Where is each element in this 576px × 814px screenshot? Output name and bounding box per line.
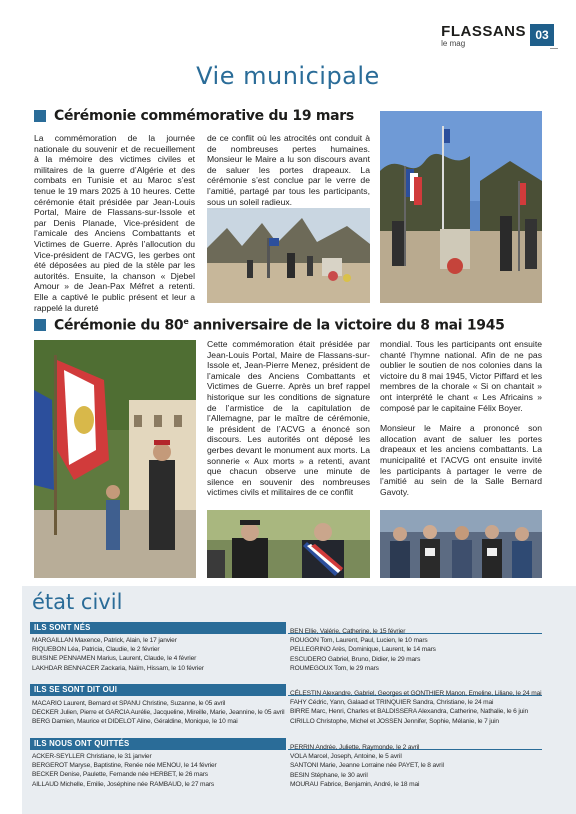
list-item: PERRIN Andrée, Juliette, Raymonde, le 2 avril — [290, 744, 420, 751]
article2-heading-sup: e — [183, 317, 189, 326]
masthead-brand: FLASSANS — [441, 23, 526, 40]
article2-heading — [34, 317, 505, 334]
heading-square-icon — [34, 319, 46, 331]
list-item: BERG Damien, Maurice et DIDELOT Aline, Géraldine, Monique, le 10 mai — [32, 718, 238, 726]
article1-heading-text: Cérémonie commémorative du 19 mars — [54, 108, 354, 124]
article2-column-1: Cette commémoration était présidée par Jean-Louis Portal, Maire de Flassans-sur-Issole et, Jean-Pierre Menez, président de l’amicale des Anciens Combattants et Victimes de Guerre. Après un bref rappel historique sur les conditions de signature de l’armistice de la capitulation de l’Allemagne, par le maître de cérémonie, le président de l’ACVG a énoncé son discours. Les autorités ont déposé les gerbes devant le monument aux morts. La sonnerie « Aux morts » a retenti, avant que chacun observe une minute de silence en souvenir des nombreuses victimes civils et militaires de ce conflit — [207, 339, 370, 498]
list-item: CIRILLO Christophe, Michel et JOSSEN Jennifer, Sophie, Mélanie, le 7 juin — [290, 717, 499, 725]
list-item: BEN Ellie, Valérie, Catherine, le 15 février — [290, 628, 406, 635]
list-item: MOURAU Fabrice, Benjamin, André, le 18 mai — [290, 780, 420, 788]
list-item: SANTONI Marie, Jeanne Lorraine née PAYET, le 8 avril — [290, 762, 444, 770]
article1-column-2: de ce conflit où les atrocités ont conduit à de nombreuses pertes humaines. Monsieur le Maire a lu son discours avant de saluer les portes drapeaux. La cérémonie s’est conclue par le verre de l’amitié, partagé par tous les participants, sous un soleil radieux. — [207, 133, 370, 207]
article1-column-1: La commémoration de la journée nationale du souvenir et de recueillement à la mémoire des victimes civiles et militaires de la guerre d’Algérie et des combats en Tunisie et au Maroc s’est tenue le 19 mars 2025 à 10 heures. Cette cérémonie était présidée par Jean-Louis Portal, Maire de Flassans-sur-Issole et par Denis Planade, Vice-président de l’amicale des Anciens Combattants et Victimes de Guerre. Après l’allocution du Vice-président de l’ACVG, les gerbes ont été déposées au pied de la stèle par les autorités. Ensuite, la chanson « Djebel Amour » de Jean-Pax Méfret a retenti. Elle a captivé le public présent et leur a rappelé la dureté — [34, 133, 195, 313]
article2-heading-rest: anniversaire de la victoire du 8 mai 1945 — [188, 317, 505, 334]
article1-heading — [34, 108, 354, 124]
masthead-rule — [550, 48, 558, 49]
deaths-list-left — [32, 752, 217, 789]
deaths-header: ILS NOUS ONT QUITTÉS — [30, 738, 286, 750]
ceremony-19-mars-photo-small — [207, 208, 370, 303]
list-item: BIRRE Marc, Henri, Charles et BALDISSERA Alexandra, Catherine, Nathalie, le 6 juin — [290, 708, 529, 716]
ceremony-8-mai-photo-choir — [380, 510, 542, 578]
etat-civil-title: état civil — [32, 590, 123, 614]
marriages-header: ILS SE SONT DIT OUI — [30, 684, 286, 696]
article2-heading-main: Cérémonie du 80 — [54, 317, 184, 334]
list-item: MACARIO Laurent, Bernard et SPANU Christine, Suzanne, le 05 avril — [32, 700, 226, 707]
ceremony-8-mai-photo-officials — [207, 510, 370, 578]
deaths-list-right — [290, 743, 444, 789]
list-item: ACKER-SEYLLER Christiane, le 31 janvier — [32, 753, 152, 760]
marriages-list-left — [32, 699, 284, 727]
masthead-subtitle: le mag — [441, 39, 466, 48]
births-list-left — [32, 636, 204, 673]
list-item: CÉLESTIN Alexandre, Gabriel, Georges et GONTHIER Manon, Emeline, Liliane, le 24 mai — [290, 690, 542, 697]
list-item: BECKER Denise, Paulette, Fernande née HERBET, le 26 mars — [32, 771, 208, 779]
ceremony-8-mai-photo-flag-bearers — [34, 340, 196, 578]
section-title: Vie municipale — [196, 62, 380, 90]
list-item: ESCUDERO Gabriel, Bruno, Didier, le 29 mars — [290, 655, 421, 663]
ceremony-19-mars-photo-flags — [380, 111, 542, 303]
list-item: BERGEROT Maryse, Baptistine, Renée née MENOU, le 14 février — [32, 762, 217, 770]
page-number: 03 — [530, 24, 554, 46]
list-item: ROUMEGOUX Tom, le 29 mars — [290, 664, 379, 672]
list-item: BESIN Stéphane, le 30 avril — [290, 771, 368, 779]
article2-column-2 — [380, 339, 542, 497]
list-item: LAKHDAR BENNACER Zackaria, Naïm, Hissam, le 10 février — [32, 664, 204, 672]
masthead — [441, 24, 554, 48]
article2-column-2-part-1: mondial. Tous les participants ont ensuite chanté l’hymne national. Afin de ne pas oublier le soutien de nos colonies dans la victoire du 8 mai 1945, Victor Piffard et les membres de la chorale « Si on chantait » ont interprété le chant « Les Africains » composé par le capitaine Félix Boyer. — [380, 339, 542, 413]
article2-column-2-part-2: Monsieur le Maire a prononcé son allocation avant de saluer les portes drapeaux et les anciens combattants. La municipalité et l’ACVG ont ensuite invité les participants à partager le verre de l’amitié au sein de la Salle Bernard Gavoty. — [380, 423, 542, 497]
births-header: ILS SONT NÉS — [30, 622, 286, 634]
list-item: DECKER Julien, Pierre et GARCIA Aurélie, Jacqueline, Mireille, Marie, Jeannine, le 05 avril — [32, 709, 285, 717]
list-item: VOLA Marcel, Joseph, Antoine, le 5 avril — [290, 753, 402, 761]
list-item: BUISINE PENNAMEN Marius, Laurent, Claude, le 4 février — [32, 655, 197, 663]
list-item: FAHY Cédric, Yann, Galaad et TRINQUIER Sandra, Christiane, le 24 mai — [290, 699, 494, 707]
article2-heading-text — [54, 317, 505, 334]
list-item: MARGAILLAN Maxence, Patrick, Alain, le 17 janvier — [32, 637, 177, 644]
list-item: ROUGON Tom, Laurent, Paul, Lucien, le 10 mars — [290, 637, 428, 645]
marriages-list-right — [290, 689, 541, 726]
masthead-text — [441, 24, 526, 48]
list-item: RIQUEBON Léa, Patricia, Claudie, le 2 février — [32, 646, 160, 654]
births-list-right — [290, 627, 436, 673]
list-item: AILLAUD Michelle, Emilie, Joséphine née RAMBAUD, le 27 mars — [32, 780, 215, 788]
list-item: PELLEGRINO Arès, Dominique, Laurent, le 14 mars — [290, 646, 436, 654]
heading-square-icon — [34, 110, 46, 122]
